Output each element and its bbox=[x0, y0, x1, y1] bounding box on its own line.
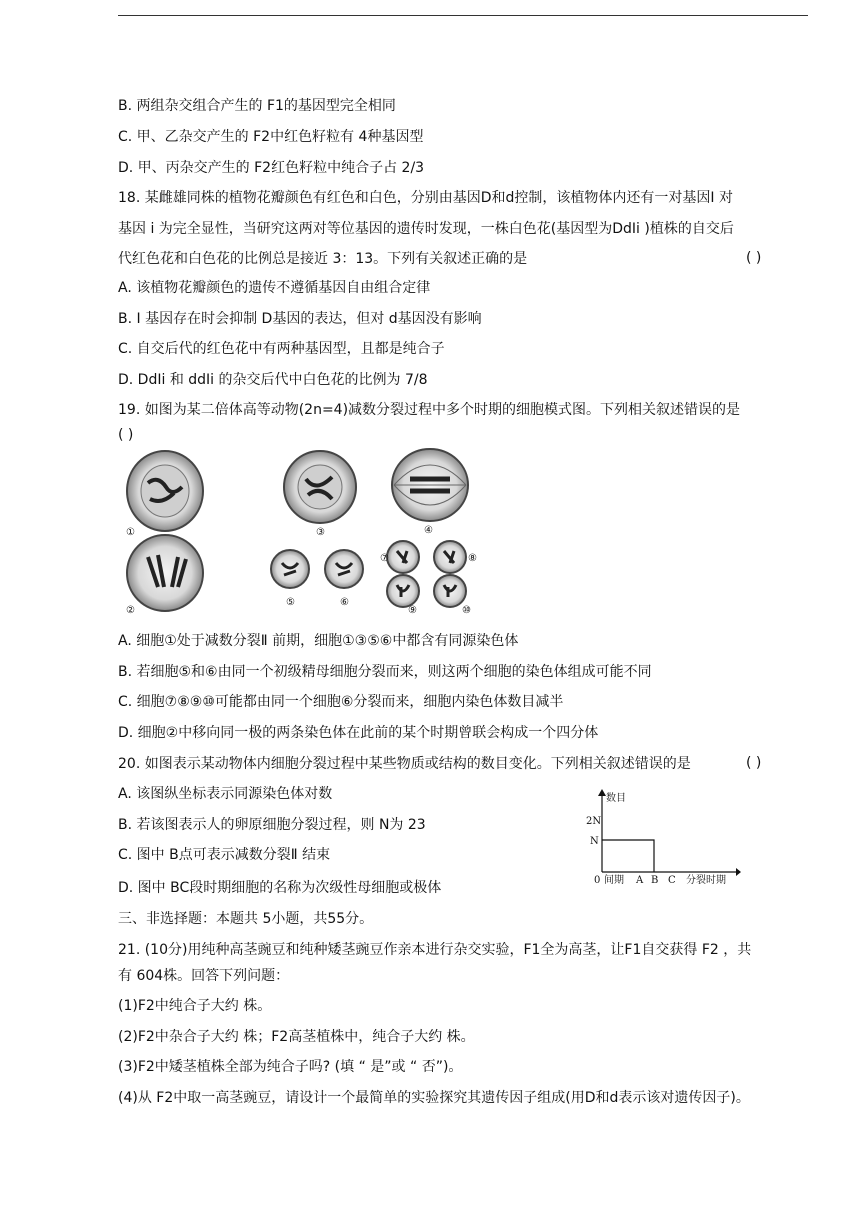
q20-stem: 20. 如图表示某动物体内细胞分裂过程中某些物质或结构的数目变化。下列相关叙述错误的是 bbox=[118, 756, 691, 772]
q20-option-b: B. 若该图表示人的卵原细胞分裂过程，则 N为 23 bbox=[118, 817, 426, 833]
cell-label-2: ② bbox=[126, 605, 135, 616]
meiosis-cells-figure bbox=[118, 447, 480, 617]
graph-xlabel-interphase: 间期 bbox=[604, 875, 624, 886]
cell-label-9: ⑨ bbox=[408, 605, 417, 616]
q19-option-b: B. 若细胞⑤和⑥由同一个初级精母细胞分裂而来，则这两个细胞的染色体组成可能不同 bbox=[118, 664, 652, 680]
q18-option-c: C. 自交后代的红色花中有两种基因型，且都是纯合子 bbox=[118, 341, 445, 357]
cell-4 bbox=[392, 449, 468, 521]
cell-label-5: ⑤ bbox=[286, 597, 295, 608]
cell-label-8: ⑧ bbox=[468, 553, 477, 564]
graph-origin: 0 bbox=[594, 875, 601, 886]
q18-answer-paren: ( ) bbox=[746, 250, 762, 266]
cell-5 bbox=[271, 550, 309, 588]
q20-option-c: C. 图中 B点可表示减数分裂Ⅱ 结束 bbox=[118, 847, 331, 863]
q21-stem-line2: 有 604株。回答下列问题： bbox=[118, 968, 290, 984]
q19-option-c: C. 细胞⑦⑧⑨⑩可能都由同一个细胞⑥分裂而来，细胞内染色体数目减半 bbox=[118, 694, 564, 710]
graph-xlabel-phase: 分裂时期 bbox=[686, 875, 726, 886]
count-step-graph bbox=[586, 788, 741, 886]
cell-3 bbox=[284, 451, 356, 523]
q19-stem: 19. 如图为某二倍体高等动物(2n=4)减数分裂过程中多个时期的细胞模式图。下列相关叙述错误的是 bbox=[118, 402, 741, 418]
q20-answer-paren: ( ) bbox=[746, 755, 762, 771]
graph-ytick-2n: 2N bbox=[586, 816, 602, 827]
graph-xlabel-b: B bbox=[651, 875, 659, 886]
cell-9 bbox=[387, 575, 419, 607]
q18-option-a: A. 该植物花瓣颜色的遗传不遵循基因自由组合定律 bbox=[118, 280, 431, 296]
q21-stem-line1: 21. (10分)用纯种高茎豌豆和纯种矮茎豌豆作亲本进行杂交实验，F1全为高茎，让F1自交获得 F2 ，共 bbox=[118, 942, 752, 958]
q18-option-d: D. DdIi 和 ddIi 的杂交后代中白色花的比例为 7/8 bbox=[118, 372, 428, 388]
q19-option-d: D. 细胞②中移向同一极的两条染色体在此前的某个时期曾联会构成一个四分体 bbox=[118, 725, 599, 741]
q20-option-d: D. 图中 BC段时期细胞的名称为次级性母细胞或极体 bbox=[118, 880, 442, 896]
graph-ylabel: 数目 bbox=[606, 793, 626, 804]
cell-2 bbox=[127, 535, 203, 611]
q18-option-b: B. Ⅰ 基因存在时会抑制 D基因的表达，但对 d基因没有影响 bbox=[118, 311, 482, 327]
cell-label-7: ⑦ bbox=[380, 553, 389, 564]
q20-option-a: A. 该图纵坐标表示同源染色体对数 bbox=[118, 786, 333, 802]
graph-ytick-n: N bbox=[590, 836, 599, 847]
q19-answer-paren: ( ) bbox=[118, 427, 134, 443]
q18-stem-line2: 基因 i 为完全显性，当研究这两对等位基因的遗传时发现，一株白色花(基因型为DdIi )植株的自交后 bbox=[118, 221, 734, 237]
q18-stem-line1: 18. 某雌雄同株的植物花瓣颜色有红色和白色，分别由基因D和d控制，该植物体内还有一对基因Ⅰ 对 bbox=[118, 190, 733, 206]
cell-label-3: ③ bbox=[316, 527, 325, 538]
q17-option-b: B. 两组杂交组合产生的 F1的基因型完全相同 bbox=[118, 98, 396, 114]
cell-label-6: ⑥ bbox=[340, 597, 349, 608]
graph-xlabel-a: A bbox=[636, 875, 644, 886]
q19-option-a: A. 细胞①处于减数分裂Ⅱ 前期，细胞①③⑤⑥中都含有同源染色体 bbox=[118, 633, 519, 649]
header-rule bbox=[118, 15, 808, 16]
cell-6 bbox=[325, 550, 363, 588]
cell-7 bbox=[387, 541, 419, 573]
section-3-heading: 三、非选择题：本题共 5小题，共55分。 bbox=[118, 911, 374, 927]
cell-label-10: ⑩ bbox=[462, 605, 471, 616]
q21-sub2: (2)F2中杂合子大约 株；F2高茎植株中，纯合子大约 株。 bbox=[118, 1029, 475, 1045]
cell-label-4: ④ bbox=[424, 525, 433, 536]
q21-sub4: (4)从 F2中取一高茎豌豆，请设计一个最简单的实验探究其遗传因子组成(用D和d表示该对遗传因子)。 bbox=[118, 1090, 750, 1106]
cell-8 bbox=[434, 541, 466, 573]
cell-label-1: ① bbox=[126, 527, 135, 538]
q21-sub3: (3)F2中矮茎植株全部为纯合子吗? (填 “ 是”或 “ 否”)。 bbox=[118, 1059, 463, 1075]
q21-sub1: (1)F2中纯合子大约 株。 bbox=[118, 998, 272, 1014]
cell-1 bbox=[127, 451, 203, 531]
graph-xlabel-c: C bbox=[668, 875, 676, 886]
q17-option-d: D. 甲、丙杂交产生的 F2红色籽粒中纯合子占 2/3 bbox=[118, 160, 425, 176]
q18-stem-line3: 代红色花和白色花的比例总是接近 3：13。下列有关叙述正确的是 bbox=[118, 251, 528, 267]
cell-10 bbox=[434, 575, 466, 607]
q17-option-c: C. 甲、乙杂交产生的 F2中红色籽粒有 4种基因型 bbox=[118, 129, 424, 145]
